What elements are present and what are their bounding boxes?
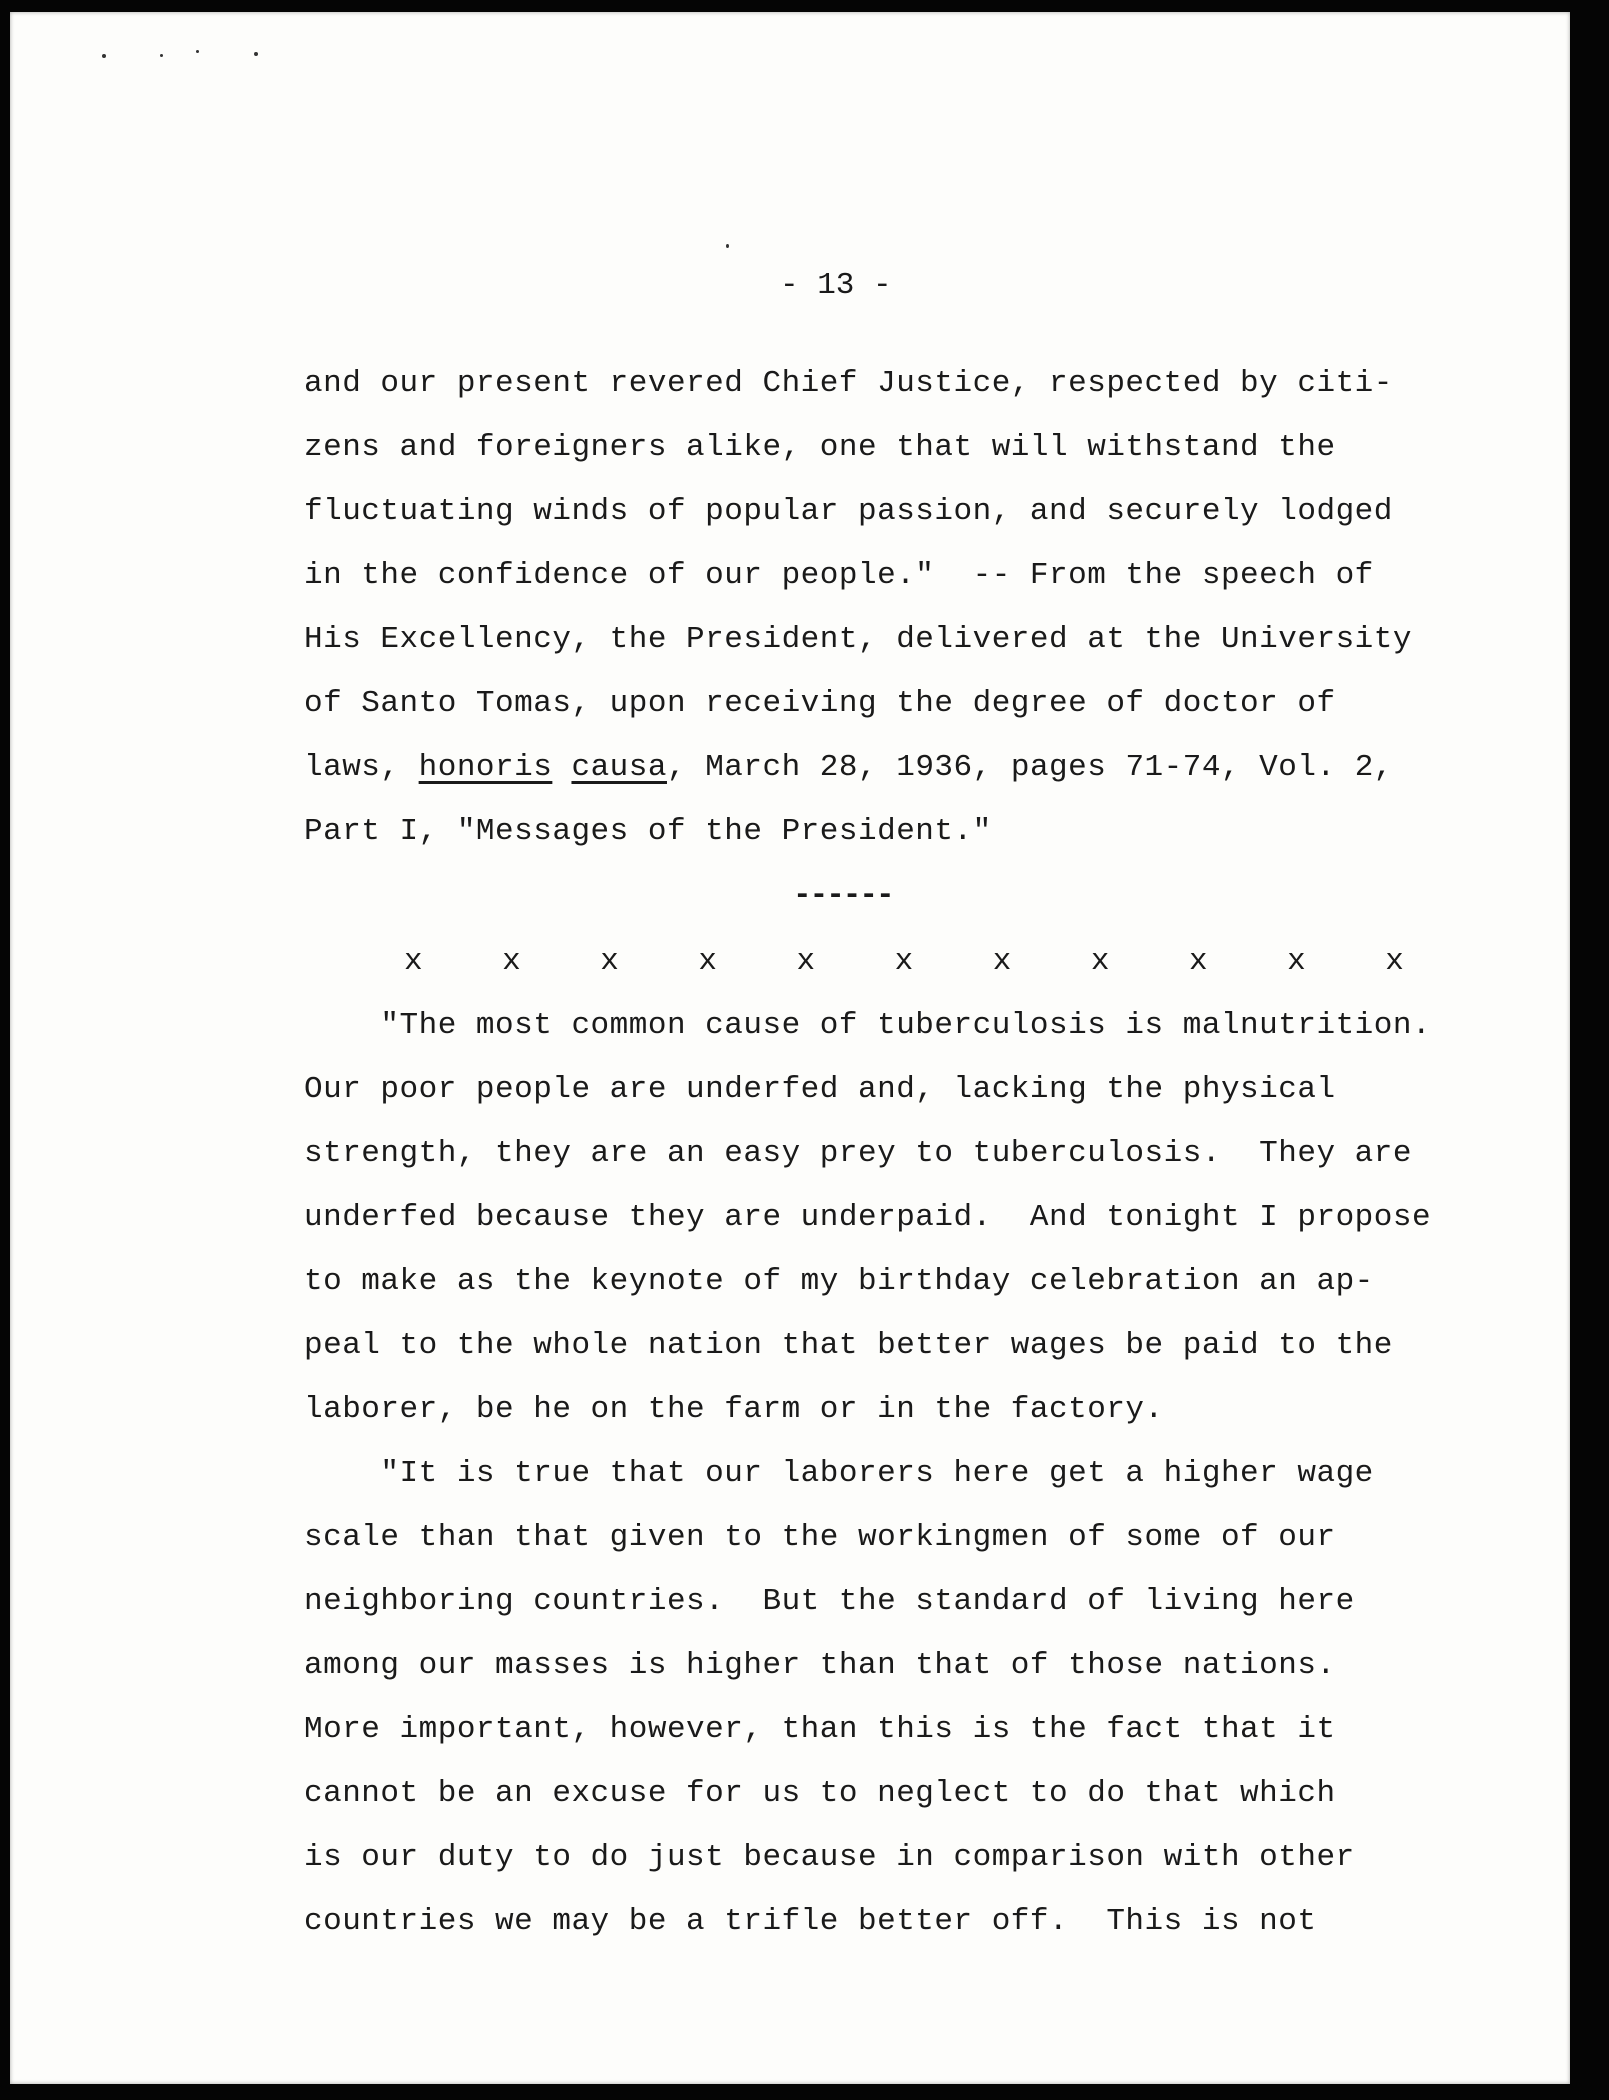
- x-mark-row: [404, 944, 1404, 979]
- text-line: strength, they are an easy prey to tuberculosis. They are: [304, 1136, 1412, 1171]
- x-mark: x: [1090, 944, 1110, 979]
- x-mark: x: [1385, 944, 1404, 979]
- speck: [160, 54, 163, 57]
- text-line: neighboring countries. But the standard of living here: [304, 1584, 1355, 1619]
- x-mark: x: [796, 944, 816, 979]
- text-line: More important, however, than this is the fact that it: [304, 1712, 1336, 1747]
- underlined-term: honoris: [418, 750, 553, 785]
- text-line: underfed because they are underpaid. And tonight I propose: [304, 1200, 1432, 1235]
- x-mark: x: [404, 944, 423, 979]
- x-mark: x: [992, 944, 1012, 979]
- text-line: laborer, be he on the farm or in the factory.: [304, 1392, 1164, 1427]
- text-line: His Excellency, the President, delivered at the University: [304, 622, 1412, 657]
- document-page: [10, 12, 1570, 2084]
- text-segment: laws,: [304, 750, 419, 785]
- text-line: among our masses is higher than that of those nations.: [304, 1648, 1336, 1683]
- text-segment: , March 28, 1936, pages 71-74, Vol. 2,: [666, 750, 1393, 785]
- text-line: Our poor people are underfed and, lacking the physical: [304, 1072, 1336, 1107]
- speck: [102, 54, 106, 58]
- x-mark: x: [1287, 944, 1306, 979]
- speck: [726, 244, 729, 248]
- text-line: fluctuating winds of popular passion, and securely lodged: [304, 494, 1393, 529]
- text-line: is our duty to do just because in comparison with other: [304, 1840, 1355, 1875]
- text-line: "It is true that our laborers here get a higher wage: [304, 1456, 1374, 1491]
- page-number: - 13 -: [780, 268, 892, 303]
- text-segment: [552, 750, 571, 785]
- x-mark: x: [502, 944, 521, 979]
- text-line: "The most common cause of tuberculosis is malnutrition.: [304, 1008, 1432, 1043]
- text-line: zens and foreigners alike, one that will withstand the: [304, 430, 1336, 465]
- text-line: peal to the whole nation that better wages be paid to the: [304, 1328, 1393, 1363]
- x-mark: x: [698, 944, 717, 979]
- speck: [196, 50, 199, 53]
- section-divider: ------: [793, 878, 893, 913]
- speck: [254, 52, 258, 56]
- text-line: and our present revered Chief Justice, respected by citi-: [304, 366, 1393, 401]
- text-line: scale than that given to the workingmen of some of our: [304, 1520, 1336, 1555]
- text-line: Part I, "Messages of the President.": [304, 814, 992, 849]
- text-line: in the confidence of our people." -- From the speech of: [304, 558, 1374, 593]
- text-line: cannot be an excuse for us to neglect to do that which: [304, 1776, 1336, 1811]
- text-line: to make as the keynote of my birthday celebration an ap-: [304, 1264, 1374, 1299]
- x-mark: x: [894, 944, 914, 979]
- text-line: of Santo Tomas, upon receiving the degree of doctor of: [304, 686, 1336, 721]
- x-mark: x: [1189, 944, 1208, 979]
- x-mark: x: [600, 944, 619, 979]
- text-line-with-underline: [304, 750, 1393, 785]
- scan-specks: [10, 12, 1570, 2084]
- text-line: countries we may be a trifle better off. This is not: [304, 1904, 1317, 1939]
- underlined-term: causa: [571, 750, 667, 785]
